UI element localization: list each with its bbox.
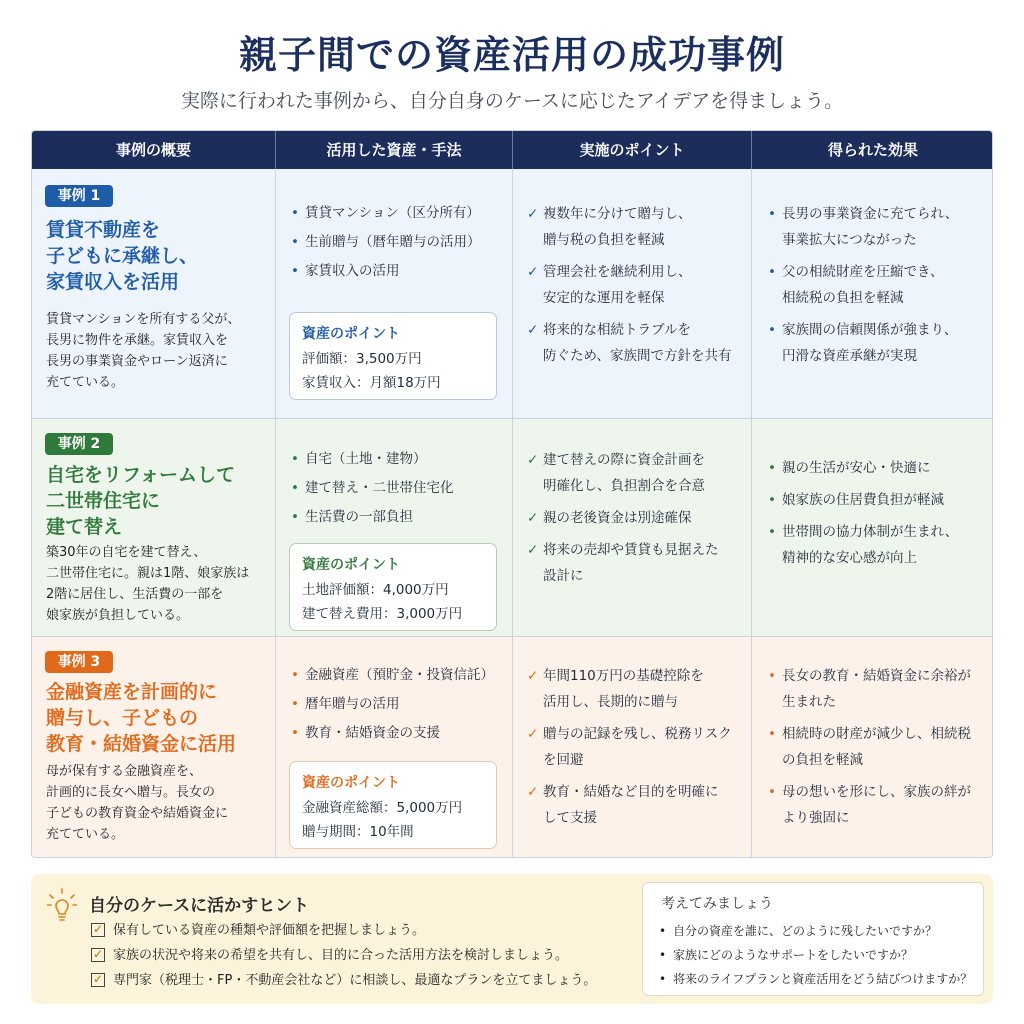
case-overview (32, 637, 275, 858)
asset-list (289, 661, 504, 748)
check-icon: ✓ (527, 264, 539, 280)
column-header-overview: 事例の概要 (115, 141, 191, 159)
case-table (31, 130, 993, 858)
think-item: • 自分の資産を誰に、どのように残したいですか？ (657, 919, 972, 943)
point-box-title: 資産のポイント (302, 326, 400, 342)
case-points (512, 637, 751, 858)
case-overview (32, 419, 275, 636)
hint-item: ✓ 専門家（税理士・FP・不動産会社など）に相談し、最適なプランを立てましょう。 (92, 972, 597, 988)
checkbox-icon: ✓ (92, 922, 104, 936)
hint-item: ✓ 家族の状況や将来の希望を共有し、目的に合った活用方法を検討しましょう。 (92, 947, 569, 963)
list-item: • 世帯間の協力体制が生まれ、 精神的な安心感が向上 (766, 519, 988, 571)
list-item: • 家族間の信頼関係が強まり、 円滑な資産承継が実現 (766, 317, 988, 369)
asset-list (289, 199, 504, 286)
lightbulb-icon (47, 888, 77, 924)
check-icon: ✓ (527, 726, 539, 742)
case-description: 築30年の自宅を建て替え、 二世帯住宅に。親は1階、娘家族は 2階に居住し、生活費の一部を 娘家族が負担している。 (46, 545, 250, 623)
check-icon: ✓ (527, 510, 539, 526)
think-item: • 将来のライフプランと資産活用をどう結びつけますか？ (657, 967, 972, 991)
case-overview (32, 169, 275, 418)
think-item: • 家族にどのようなサポートをしたいですか？ (657, 943, 972, 967)
table-header (32, 131, 993, 169)
check-icon: ✓ (527, 784, 539, 800)
list-item: ✓ 複数年に分けて贈与し、 贈与税の負担を軽減 (527, 201, 747, 253)
list-item: • 生前贈与（暦年贈与の活用） (289, 228, 504, 257)
list-item: ✓ 管理会社を継続利用し、 安定的な運用を軽保 (527, 259, 747, 311)
column-header-points: 実施のポイント (512, 131, 751, 169)
point-box-line: 金融資産総額：5,000万円 (302, 800, 463, 816)
check-icon: ✓ (527, 668, 539, 684)
list-item: ✓ 将来の売却や賃貸も見据えた 設計に (527, 537, 747, 589)
list-item: ✓ 教育・結婚など目的を明確に して支援 (527, 779, 747, 831)
think-box (642, 882, 984, 996)
list-item: • 教育・結婚資金の支援 (289, 719, 504, 748)
case-description: 母が保有する金融資産を、 計画的に長女へ贈与。長女の 子どもの教育資金や結婚資金に 充てている。 (46, 764, 229, 842)
case-points (512, 169, 751, 418)
case-heading: 金融資産を計画的に 贈与し、子どもの 教育・結婚資金に活用 (46, 681, 237, 755)
list-item: • 長女の教育・結婚資金に余裕が 生まれた (766, 663, 988, 715)
list-item: • 母の想いを形にし、家族の絆が より強固に (766, 779, 988, 831)
point-box-line: 家賃収入：月額18万円 (302, 375, 441, 391)
check-list (527, 663, 747, 837)
check-icon: ✓ (527, 322, 539, 338)
list-item: ✓ 親の老後資金は別途確保 (527, 505, 747, 531)
case-effects (751, 637, 993, 858)
check-icon: ✓ (527, 206, 539, 222)
point-box-title: 資産のポイント (302, 557, 400, 573)
think-title: 考えてみましょう (661, 896, 773, 912)
effect-list (766, 663, 988, 837)
column-header-assets: 活用した資産・手法 (275, 131, 512, 169)
point-box-line: 建て替え費用：3,000万円 (302, 606, 463, 622)
case-assets (275, 169, 512, 418)
list-item: • 賃貸マンション（区分所有） (289, 199, 504, 228)
column-header-effects: 得られた効果 (751, 131, 993, 169)
case-badge: 事例 1 (45, 185, 113, 207)
list-item: • 親の生活が安心・快適に (766, 455, 988, 481)
think-list (657, 919, 972, 991)
list-item: ✓ 建て替えの際に資金計画を 明確化し、負担割合を合意 (527, 447, 747, 499)
list-item: • 建て替え・二世帯住宅化 (289, 474, 504, 503)
effect-list (766, 455, 988, 577)
case-row-1 (32, 169, 993, 418)
point-box-line: 贈与期間：10年間 (302, 824, 414, 840)
case-heading: 賃貸不動産を 子どもに承継し、 家賃収入を活用 (46, 219, 199, 293)
case-points (512, 419, 751, 636)
asset-point-box (289, 312, 497, 400)
asset-point-box (289, 543, 497, 631)
list-item: ✓ 贈与の記録を残し、税務リスク を回避 (527, 721, 747, 773)
hint-title: 自分のケースに活かすヒント (89, 896, 310, 916)
asset-list (289, 445, 504, 532)
list-item: • 暦年贈与の活用 (289, 690, 504, 719)
list-item: • 家賃収入の活用 (289, 257, 504, 286)
list-item: • 生活費の一部負担 (289, 503, 504, 532)
hint-item: ✓ 保有している資産の種類や評価額を把握しましょう。 (92, 922, 426, 938)
list-item: • 相続時の財産が減少し、相続税 の負担を軽減 (766, 721, 988, 773)
case-badge: 事例 2 (45, 433, 113, 455)
point-box-line: 土地評価額：4,000万円 (302, 582, 449, 598)
list-item: ✓ 将来的な相続トラブルを 防ぐため、家族間で方針を共有 (527, 317, 747, 369)
point-box-title: 資産のポイント (302, 775, 400, 791)
case-heading: 自宅をリフォームして 二世帯住宅に 建て替え (46, 464, 236, 538)
case-effects (751, 419, 993, 636)
case-description: 賃貸マンションを所有する父が、 長男に物件を承継。家賃収入を 長男の事業資金やローン返済に 充てている。 (46, 312, 241, 390)
check-icon: ✓ (527, 542, 539, 558)
checkbox-icon: ✓ (92, 947, 104, 961)
page-subtitle: 実際に行われた事例から、自分自身のケースに応じたアイデアを得ましょう。 (180, 90, 844, 112)
list-item: • 自宅（土地・建物） (289, 445, 504, 474)
case-row-3 (32, 636, 993, 858)
asset-point-box (289, 761, 497, 849)
list-item: • 父の相続財産を圧縮でき、 相続税の負担を軽減 (766, 259, 988, 311)
case-badge: 事例 3 (45, 651, 113, 673)
case-assets (275, 637, 512, 858)
list-item: • 娘家族の住居費負担が軽減 (766, 487, 988, 513)
check-icon: ✓ (527, 452, 539, 468)
check-list (527, 201, 747, 375)
effect-list (766, 201, 988, 375)
hint-list (91, 918, 596, 993)
case-row-2 (32, 418, 993, 636)
list-item: • 金融資産（預貯金・投資信託） (289, 661, 504, 690)
case-assets (275, 419, 512, 636)
check-list (527, 447, 747, 595)
list-item: ✓ 年間110万円の基礎控除を 活用し、長期的に贈与 (527, 663, 747, 715)
page-title: 親子間での資産活用の成功事例 (238, 32, 785, 77)
case-effects (751, 169, 993, 418)
point-box-line: 評価額：3,500万円 (302, 351, 422, 367)
checkbox-icon: ✓ (92, 972, 104, 986)
list-item: • 長男の事業資金に充てられ、 事業拡大につながった (766, 201, 988, 253)
